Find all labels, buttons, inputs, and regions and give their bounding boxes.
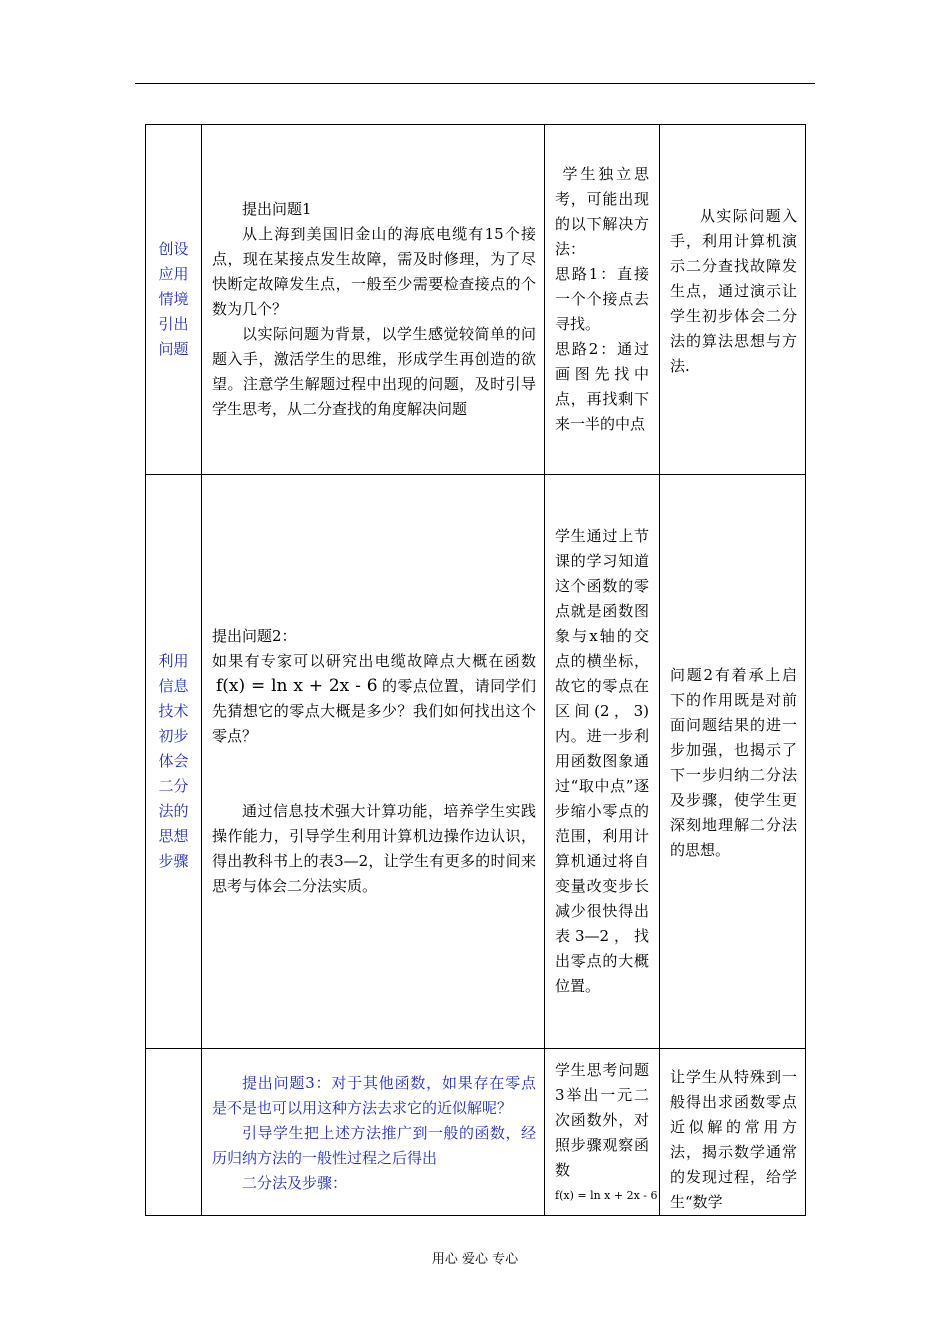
- intent-cell: 从实际问题入手，利用计算机演示二分查找故障发生点，通过演示让学生初步体会二分法的算法思想与方法.: [660, 125, 806, 475]
- problem-title: 提出问题1: [242, 200, 312, 218]
- stage-cell: 利用 信息 技术 初步 体会 二分 法的 思想 步骤: [146, 475, 202, 1049]
- intent-cell: 问题2有着承上启下的作用既是对前面问题结果的进一步加强，也揭示了下一步归纳二分法及步骤，使学生更深刻地理解二分法的思想。: [660, 475, 806, 1049]
- activity-cell: [202, 475, 545, 1049]
- stage-cell: [146, 1049, 202, 1216]
- function-formula: f(x) = ln x + 2x - 6: [555, 1189, 658, 1202]
- table-row: [146, 1049, 806, 1216]
- table-row: [146, 125, 806, 475]
- activity-cell: [202, 1049, 545, 1216]
- problem-text: 提出问题3：对于其他函数，如果存在零点是不是也可以用这种方法去求它的近似解呢？: [212, 1073, 536, 1117]
- teaching-note: 以实际问题为背景，以学生感觉较简单的问题入手，激活学生的思维，形成学生再创造的欲望。注意学生解题过程中出现的问题，及时引导学生思考，从二分查找的角度解决问题: [212, 325, 536, 418]
- student-cell: 学生独立思考，可能出现的以下解决方法： 思路1：直接一个个接点去寻找。 思路2：通过画图先找中点，再找剩下来一半的中点: [545, 125, 660, 475]
- stage-cell: 创设 应用 情境 引出 问题: [146, 125, 202, 475]
- problem-text: 从上海到美国旧金山的海底电缆有15个接点，现在某接点发生故障，需及时修理，为了尽快断定故障发生点，一般至少需要检查接点的个数为几个？: [212, 225, 536, 318]
- table-row: [146, 475, 806, 1049]
- function-formula: f(x) = ln x + 2x - 6: [216, 676, 378, 696]
- intent-cell: 让学生从特殊到一般得出求函数零点近似解的常用方法，揭示数学通常的发现过程，给学生“数学: [660, 1049, 806, 1216]
- method-heading: 二分法及步骤：: [242, 1173, 348, 1192]
- activity-cell: [202, 125, 545, 475]
- student-cell: 学生思考问题3举出一元二次函数外，对照步骤观察函数 f(x) = ln x + 2x - 6: [545, 1049, 660, 1216]
- problem-text: 如果有专家可以研究出电缆故障点大概在函数f(x) = ln x + 2x - 6 的零点位置，请同学们先猜想它的零点大概是多少？我们如何找出这个零点？: [212, 652, 536, 745]
- page-footer: 用心 爱心 专心: [431, 1252, 519, 1267]
- problem-title: 提出问题2：: [212, 627, 297, 645]
- student-cell: 学生通过上节课的学习知道这个函数的零点就是函数图象与x轴的交点的横坐标，故它的零点在区间(2，3)内。进一步利用函数图象通过“取中点”逐步缩小零点的范围，利用计算机通过将自变量改变步长减少很快得出表3—2，找出零点的大概位置。: [545, 475, 660, 1049]
- lesson-plan-table: [145, 124, 806, 1216]
- header-rule: [135, 83, 815, 84]
- teaching-note: 引导学生把上述方法推广到一般的函数，经历归纳方法的一般性过程之后得出: [212, 1123, 536, 1167]
- teaching-note: 通过信息技术强大计算功能，培养学生实践操作能力，引导学生利用计算机边操作边认识，得出教科书上的表3—2，让学生有更多的时间来思考与体会二分法实质。: [212, 802, 536, 895]
